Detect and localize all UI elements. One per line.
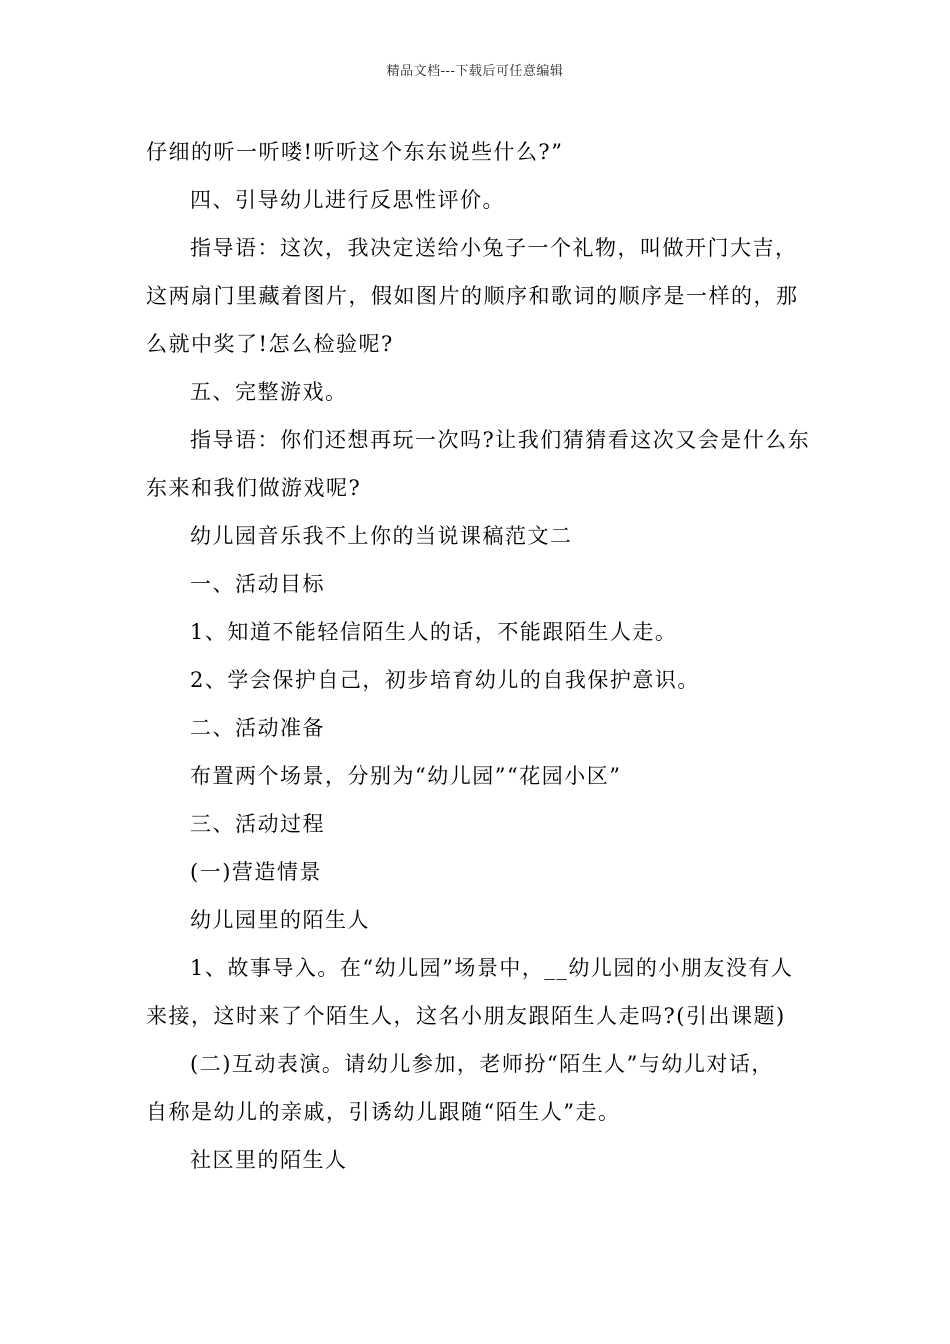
document-subtitle: 幼儿园音乐我不上你的当说课稿范文二 [190, 524, 573, 548]
paragraph-line: 这两扇门里藏着图片，假如图片的顺序和歌词的顺序是一样的，那 [146, 284, 799, 308]
paragraph-line: 1、故事导入。在“幼儿园”场景中，__幼儿园的小朋友没有人 [190, 956, 794, 980]
paragraph-line: 布置两个场景，分别为“幼儿园”“花园小区” [190, 764, 622, 788]
page-header: 精品文档---下载后可任意编辑 [386, 64, 564, 79]
paragraph-line: 指导语：这次，我决定送给小兔子一个礼物，叫做开门大吉， [190, 236, 798, 260]
section-heading: 四、引导幼儿进行反思性评价。 [190, 188, 505, 212]
subsection-heading: 幼儿园里的陌生人 [190, 908, 370, 932]
paragraph-line: 指导语：你们还想再玩一次吗?让我们猜猜看这次又会是什么东 [190, 428, 811, 452]
subsection-heading: 社区里的陌生人 [190, 1148, 348, 1172]
section-heading: 二、活动准备 [190, 716, 325, 740]
section-heading: 五、完整游戏。 [190, 380, 348, 404]
paragraph-line: (二)互动表演。请幼儿参加，老师扮“陌生人”与幼儿对话， [190, 1052, 774, 1076]
list-item: 1、知道不能轻信陌生人的话，不能跟陌生人走。 [190, 620, 678, 644]
paragraph-line: 么就中奖了!怎么检验呢? [146, 332, 394, 356]
section-heading: 三、活动过程 [190, 812, 325, 836]
paragraph-line: 东来和我们做游戏呢? [146, 476, 362, 500]
subsection-heading: (一)营造情景 [190, 860, 322, 884]
paragraph-line: 来接，这时来了个陌生人，这名小朋友跟陌生人走吗?(引出课题) [146, 1004, 786, 1028]
list-item: 2、学会保护自己，初步培育幼儿的自我保护意识。 [190, 668, 700, 692]
paragraph-line: 自称是幼儿的亲戚，引诱幼儿跟随“陌生人”走。 [146, 1100, 621, 1124]
document-body [146, 128, 810, 1184]
paragraph-line: 仔细的听一听喽!听听这个东东说些什么?” [146, 140, 564, 164]
section-heading: 一、活动目标 [190, 572, 325, 596]
